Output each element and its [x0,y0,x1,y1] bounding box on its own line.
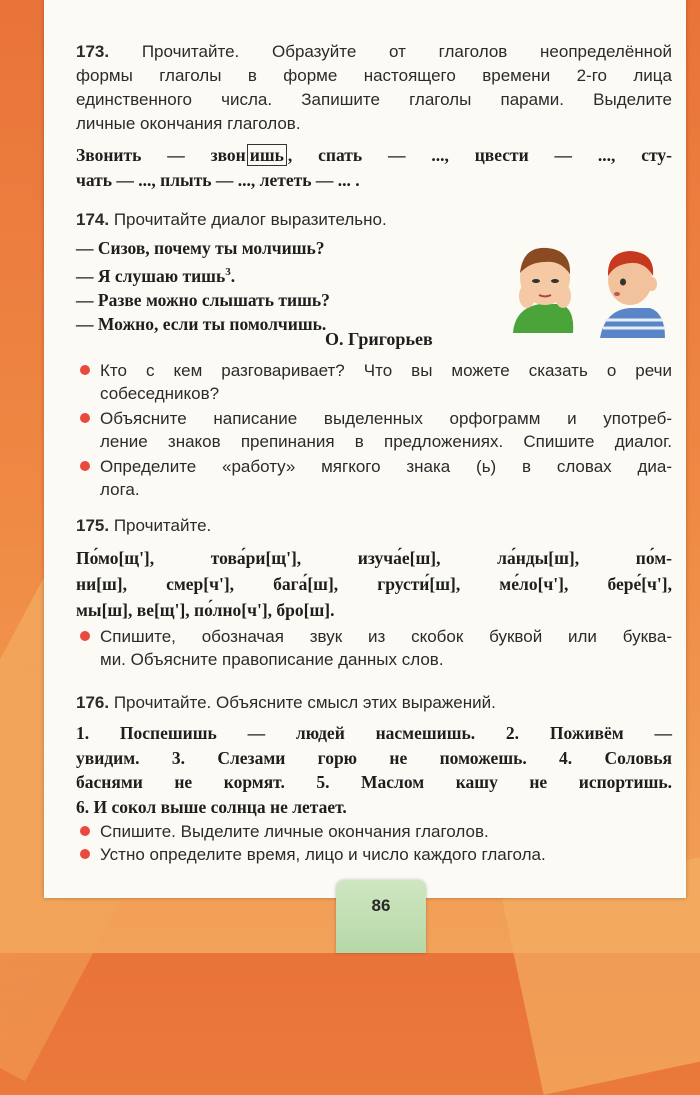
task-174-questions [76,359,672,501]
words-line: ни[ш], смер[ч'], бага́[ш], грусти́[ш], ме́ло[ч'], бере́[ч'], [76,574,672,594]
task-175-instruction: 175. Прочитайте. [76,516,212,535]
bullet-item: Спишите, обозначая звук из скобок буквой или буква- ми. Объясните правописание данных слов. [76,625,672,671]
page-number-tab [336,880,426,953]
bullet-dot [80,826,90,836]
task-number: 174. [76,210,110,229]
example-line: чать — ..., плыть — ..., лететь — ... . [76,169,360,190]
bullet-item: Устно определите время, лицо и число каждого глагола. [76,843,672,866]
words-line: По́мо[щ'], това́ри[щ'], изуча́е[ш], ла́нды[ш], по́м- [76,548,672,568]
bullet-dot [80,413,90,423]
task-176-assignment [76,820,672,866]
bullet-item: Объясните написание выделенных орфограмм и употреб- ление знаков препинания в предложениях. Спишите диалог. [76,407,672,453]
task-176-instruction: 176. Прочитайте. Объясните смысл этих выражений. [76,693,496,712]
boxed-ending: ишь [247,144,287,166]
dialogue-line: — Разве можно слышать тишь? [76,289,330,310]
example-line: Звонить — звон ишь , спать — ..., цвести — ..., сту- [76,145,672,165]
task-176-proverbs [76,721,672,819]
bullet-dot [80,365,90,375]
proverb-line: 6. И сокол выше солнца не летает. [76,796,347,817]
instruction-line: формы глаголы в форме настоящего времени 2-го лица [76,66,672,85]
boys-illustration [505,238,680,348]
task-175-words [76,545,672,623]
task-number: 173. [76,42,110,61]
task-173-examples [76,143,672,192]
dialogue-line: — Можно, если ты помолчишь. [76,313,327,334]
bullet-item: Спишите. Выделите личные окончания глаголов. [76,820,672,843]
task-174-instruction: 174. Прочитайте диалог выразительно. [76,210,387,229]
instruction-line: единственного числа. Запишите глаголы парами. Выделите [76,90,672,109]
instruction-line: личные окончания глаголов. [76,114,301,133]
task-number: 175. [76,516,110,535]
instruction-line: Прочитайте. Образуйте от глаголов неопределённой [141,42,672,61]
task-173-instruction [76,40,672,136]
task-number: 176. [76,693,110,712]
bullet-dot [80,631,90,641]
dialogue-line: — Сизов, почему ты молчишь? [76,238,325,258]
bullet-item: Определите «работу» мягкого знака (ь) в словах диа- лога. [76,455,672,501]
bullet-dot [80,849,90,859]
author: О. Григорьев [325,329,433,349]
bullet-item: Кто с кем разговаривает? Что вы можете сказать о речи собеседников? [76,359,672,405]
dialogue-line: — Я слушаю тишь$^3$. [76,265,236,286]
proverb-line: 1. Поспешишь — людей насмешишь. 2. Поживём — [76,723,672,743]
bullet-dot [80,461,90,471]
proverb-line: баснями не кормят. 5. Маслом кашу не испортишь. [76,772,672,792]
task-174-dialogue [76,236,496,336]
task-175-assignment [76,625,672,671]
proverb-line: увидим. 3. Слезами горю не поможешь. 4. Соловья [76,747,672,768]
page-number: 86 [371,896,391,915]
words-line: мы[ш], ве[щ'], по́лно[ч'], бро[ш]. [76,600,335,620]
